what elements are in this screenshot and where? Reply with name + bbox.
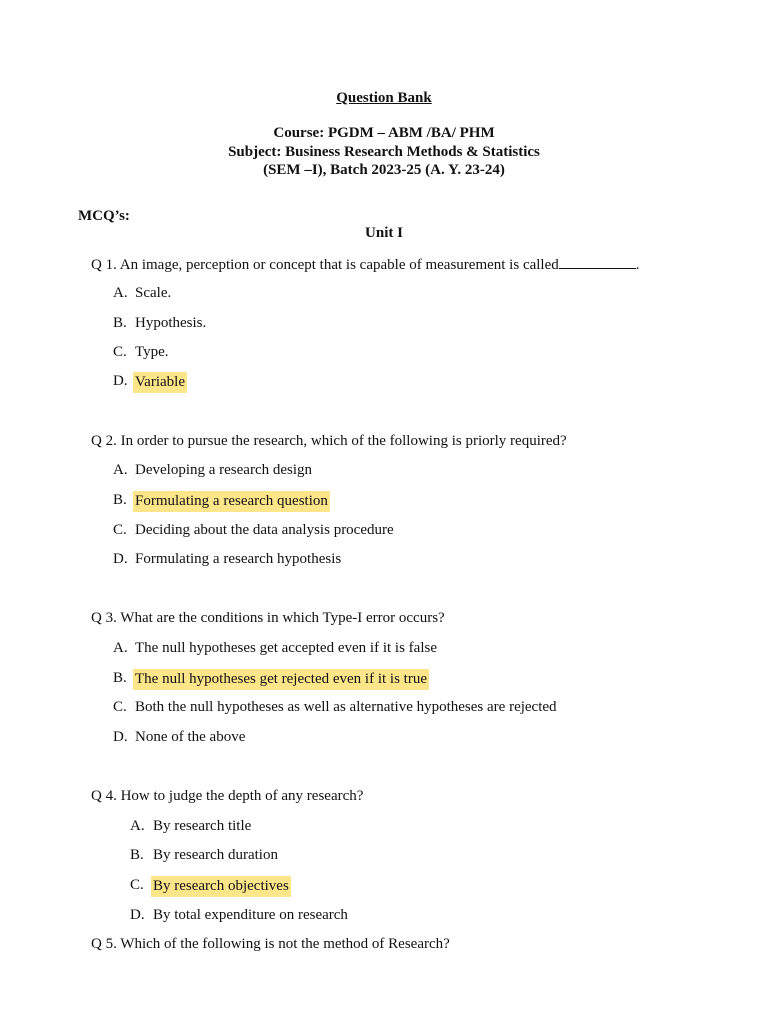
option-text: None of the above [135,729,246,745]
option-text: Deciding about the data analysis procedure [135,522,394,538]
option-text-highlighted: The null hypotheses get rejected even if it is true [133,669,429,690]
option-1a [113,284,713,302]
unit-label: Unit I [365,225,403,241]
option-letter: C. [113,344,127,360]
option-1b [113,314,713,332]
option-letter: D. [113,729,128,745]
option-text-highlighted: By research objectives [151,876,291,897]
option-3c [113,698,713,716]
question-4: Q 4. How to judge the depth of any research? [91,788,364,804]
option-letter: B. [113,315,127,331]
document-title: Question Bank [336,90,432,106]
option-4b [130,846,730,864]
question-5: Q 5. Which of the following is not the method of Research? [91,936,450,952]
option-1c [113,343,713,361]
option-letter: B. [113,670,127,686]
option-2b [113,491,713,509]
option-text: By total expenditure on research [153,907,348,923]
option-letter: A. [113,285,128,301]
question-trailing: . [635,257,640,273]
option-text: Type. [135,344,169,360]
option-letter: B. [130,847,144,863]
question-2: Q 2. In order to pursue the research, which of the following is priorly required? [91,433,567,449]
option-4c [130,876,730,894]
answer-blank [559,255,636,269]
option-letter: C. [130,877,144,893]
option-text: Both the null hypotheses as well as alternative hypotheses are rejected [135,699,557,715]
subject-line: Subject: Business Research Methods & Statistics [228,144,540,160]
question-1 [91,255,640,274]
option-4a [130,817,730,835]
option-2d [113,550,713,568]
option-letter: A. [113,462,128,478]
semester-line: (SEM –I), Batch 2023-25 (A. Y. 23-24) [263,162,505,178]
option-letter: A. [113,640,128,656]
option-text: Developing a research design [135,462,313,478]
option-text-highlighted: Formulating a research question [133,491,330,512]
option-text: By research title [153,818,252,834]
section-label: MCQ’s: [78,208,130,224]
option-text: The null hypotheses get accepted even if it is false [135,640,437,656]
option-4d [130,906,730,924]
course-line: Course: PGDM – ABM /BA/ PHM [273,125,495,141]
option-2a [113,461,713,479]
option-letter: D. [113,551,128,567]
option-text: Formulating a research hypothesis [135,551,342,567]
option-text: Hypothesis. [135,315,207,331]
option-2c [113,521,713,539]
option-letter: B. [113,492,127,508]
question-3: Q 3. What are the conditions in which Type-I error occurs? [91,610,445,626]
option-3b [113,669,713,687]
option-text-highlighted: Variable [133,372,187,393]
option-3d [113,728,713,746]
option-text: By research duration [153,847,278,863]
question-text: Q 1. An image, perception or concept that is capable of measurement is called [91,257,559,273]
option-letter: D. [113,373,128,389]
option-letter: D. [130,907,145,923]
option-letter: A. [130,818,145,834]
option-letter: C. [113,699,127,715]
option-text: Scale. [135,285,172,301]
option-1d [113,372,713,390]
option-letter: C. [113,522,127,538]
option-3a [113,639,713,657]
